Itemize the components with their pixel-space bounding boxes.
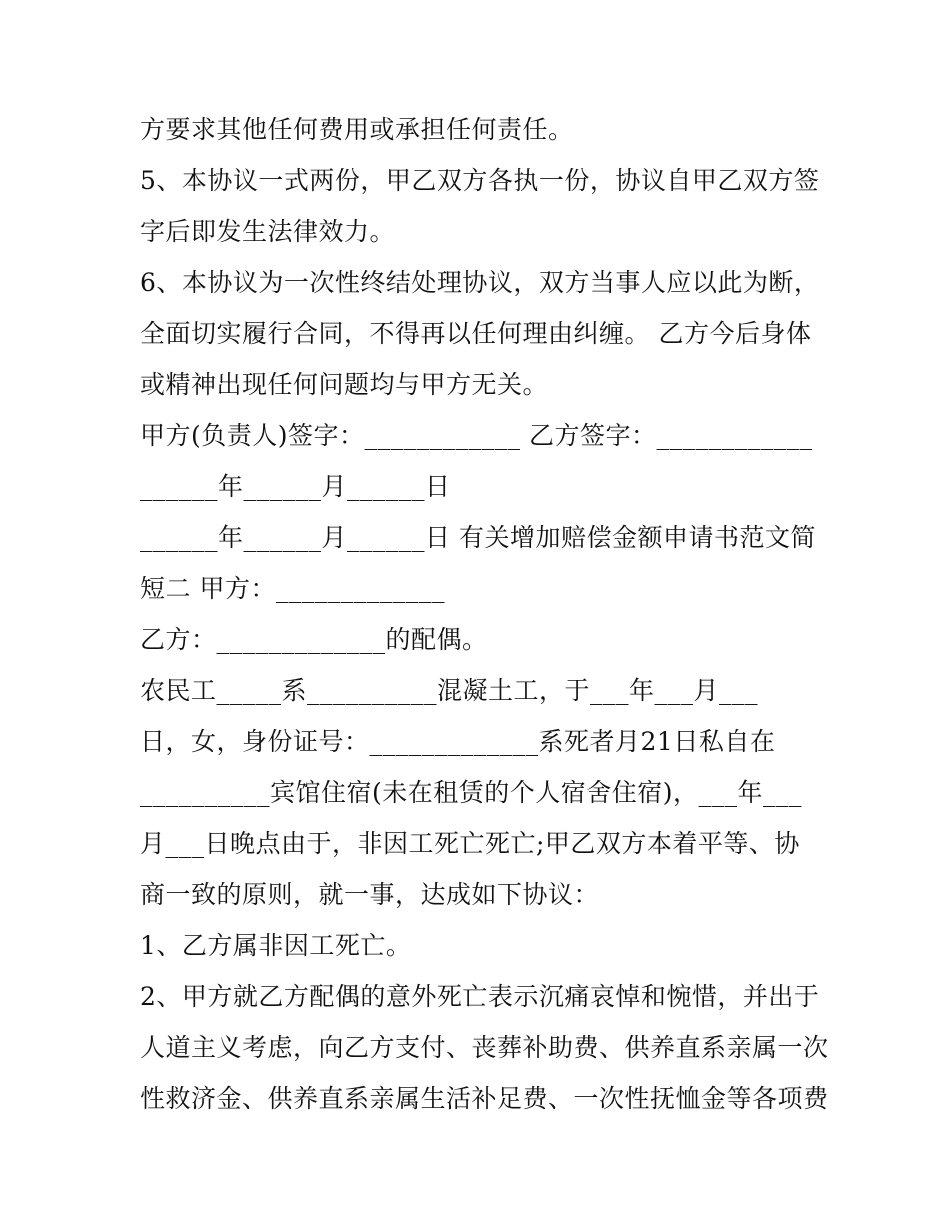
text-line: 乙方：_____________的配偶。 — [140, 625, 488, 654]
text-line: 全面切实履行合同，不得再以任何理由纠缠。 乙方今后身体 — [140, 319, 812, 348]
text-line: 5、本协议一式两份，甲乙双方各执一份，协议自甲乙双方签 — [140, 166, 820, 195]
text-line: 短二 甲方：_____________ — [140, 574, 445, 603]
text-line: 或精神出现任何问题均与甲方无关。 — [140, 370, 549, 399]
text-line: 人道主义考虑，向乙方支付、丧葬补助费、供养直系亲属一次 — [140, 1033, 829, 1062]
text-line: 方要求其他任何费用或承担任何责任。 — [140, 115, 574, 144]
text-line: 性救济金、供养直系亲属生活补足费、一次性抚恤金等各项费 — [140, 1084, 829, 1113]
text-line: 农民工_____系__________混凝土工，于___年___月___ — [140, 676, 759, 705]
text-line: 1、乙方属非因工死亡。 — [140, 931, 412, 960]
text-line: 字后即发生法律效力。 — [140, 217, 396, 246]
date-line: ______年______月______日 — [140, 472, 451, 501]
text-line: 月___日晚点由于，非因工死亡死亡;甲乙双方本着平等、协 — [140, 829, 800, 858]
text-line: __________宾馆住宿(未在租赁的个人宿舍住宿)，___年___ — [140, 778, 803, 807]
signature-line: 甲方(负责人)签字：____________ 乙方签字：____________ — [140, 421, 813, 450]
text-line: 日，女，身份证号：_____________系死者月21日私自在 — [140, 727, 776, 756]
text-line: 6、本协议为一次性终结处理协议，双方当事人应以此为断， — [140, 268, 820, 297]
text-line: 商一致的原则，就一事，达成如下协议： — [140, 880, 600, 909]
document-body — [140, 104, 840, 1124]
text-line: 2、甲方就乙方配偶的意外死亡表示沉痛哀悼和惋惜，并出于 — [140, 982, 820, 1011]
date-line: ______年______月______日 有关增加赔偿金额申请书范文简 — [140, 523, 816, 552]
